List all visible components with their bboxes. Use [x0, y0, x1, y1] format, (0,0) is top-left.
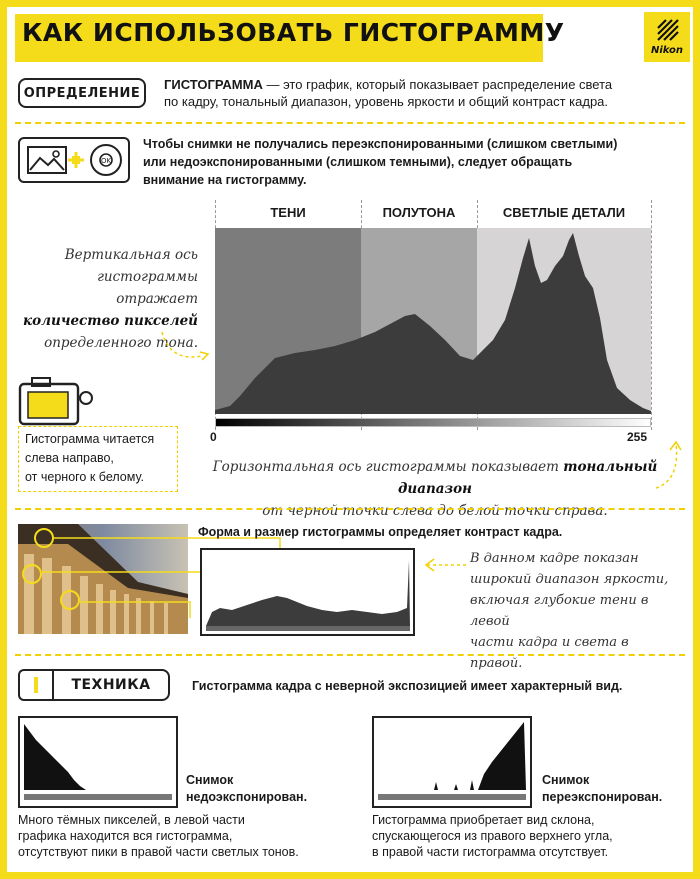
horizontal-note-line1a: Горизонтальная ось гистограммы показывает	[212, 459, 564, 475]
axis-max-label: 255	[627, 430, 648, 444]
technique-heading: Гистограмма кадра с неверной экспозицией имеет характерный вид.	[192, 679, 623, 693]
intro-line1: Чтобы снимки не получались переэкспонированными (слишком светлыми)	[143, 137, 618, 151]
underexposed-label-line1: Снимок	[186, 773, 234, 787]
underexposed-desc-line2: графика находится вся гистограмма,	[18, 829, 233, 843]
overexposed-desc-line2: спускающегося из правого верхнего угла,	[372, 829, 613, 843]
definition-line2: по кадру, тональный диапазон, уровень яркости и общий контраст кадра.	[164, 94, 609, 109]
overexposed-label	[542, 772, 662, 806]
contrast-note-line4: части кадра и света в правой.	[470, 635, 629, 671]
overexposed-label-line1: Снимок	[542, 773, 590, 787]
contrast-note-line2: широкий диапазон яркости,	[470, 572, 669, 587]
camera-note-line3: от черного к белому.	[25, 470, 144, 484]
vertical-note-line2: гистограммы отражает	[97, 269, 198, 307]
overexposed-desc-line3: в правой части гистограмма отсутствует.	[372, 845, 609, 859]
camera-note-line1: Гистограмма читается	[25, 432, 155, 446]
contrast-note-line1: В данном кадре показан	[470, 551, 639, 566]
overexposed-desc-line1: Гистограмма приобретает вид склона,	[372, 813, 595, 827]
divider	[15, 508, 685, 510]
underexposed-desc-line1: Много тёмных пикселей, в левой части	[18, 813, 245, 827]
horizontal-axis-note	[200, 456, 670, 522]
contrast-histogram	[200, 548, 415, 636]
underexposed-histogram	[18, 716, 178, 808]
axis-min-label: 0	[210, 430, 217, 444]
logo-rays-icon	[654, 16, 680, 42]
zone-label-midtones: ПОЛУТОНА	[382, 205, 456, 220]
definition-term: ГИСТОГРАММА	[164, 77, 263, 92]
main-histogram-curve	[215, 228, 651, 414]
horizontal-note-line2: от черной точки слева до белой точки справа.	[262, 503, 608, 519]
svg-text:OK: OK	[100, 157, 112, 165]
technique-badge: ТЕХНИКА	[52, 669, 170, 701]
tone-gradient-bar	[215, 418, 651, 427]
photo-plus-dial-box	[18, 137, 130, 183]
underexposed-label	[186, 772, 307, 806]
page-title: КАК ИСПОЛЬЗОВАТЬ ГИСТОГРАММУ	[22, 18, 565, 47]
zone-label-shadows: ТЕНИ	[270, 205, 306, 220]
intro-text	[143, 135, 688, 189]
contrast-note-line3: включая глубокие тени в левой	[470, 593, 649, 629]
horizontal-note-line1b: тональный диапазон	[398, 459, 658, 497]
dashed-arrow-icon	[650, 440, 690, 496]
contrast-heading: Форма и размер гистограммы определяет контраст кадра.	[198, 525, 563, 539]
vertical-note-line4: определенного тона.	[44, 335, 198, 351]
camera-icon	[18, 376, 80, 426]
warning-icon	[18, 669, 52, 701]
underexposed-label-line2: недоэкспонирован.	[186, 790, 308, 804]
nikon-logo	[644, 12, 690, 62]
overexposed-description	[372, 812, 687, 860]
dashed-arrow-icon	[160, 330, 215, 370]
camera-note-line2: слева направо,	[25, 451, 114, 465]
definition-badge: ОПРЕДЕЛЕНИЕ	[18, 78, 146, 108]
divider	[15, 654, 685, 656]
overexposed-histogram	[372, 716, 532, 808]
vertical-note-line3: количество пикселей	[22, 313, 198, 329]
overexposed-label-line2: переэкспонирован.	[542, 790, 663, 804]
zone-label-highlights: СВЕТЛЫЕ ДЕТАЛИ	[502, 205, 626, 220]
dashed-arrow-icon	[420, 555, 468, 575]
underexposed-desc-line3: отсутствуют пики в правой части светлых тонов.	[18, 845, 299, 859]
underexposed-description	[18, 812, 348, 860]
definition-text	[164, 76, 684, 110]
intro-line2: или недоэкспонированными (слишком темными), следует обращать	[143, 155, 573, 169]
vertical-note-line1: Вертикальная ось	[64, 247, 198, 263]
intro-line3: внимание на гистограмму.	[143, 173, 307, 187]
divider	[15, 122, 685, 124]
photo-plus-dial-icon	[20, 139, 128, 181]
definition-line1: — это график, который показывает распределение света	[262, 77, 613, 92]
logo-text: Nikon	[650, 45, 684, 56]
camera-note	[18, 426, 178, 492]
zone-divider	[651, 200, 652, 430]
